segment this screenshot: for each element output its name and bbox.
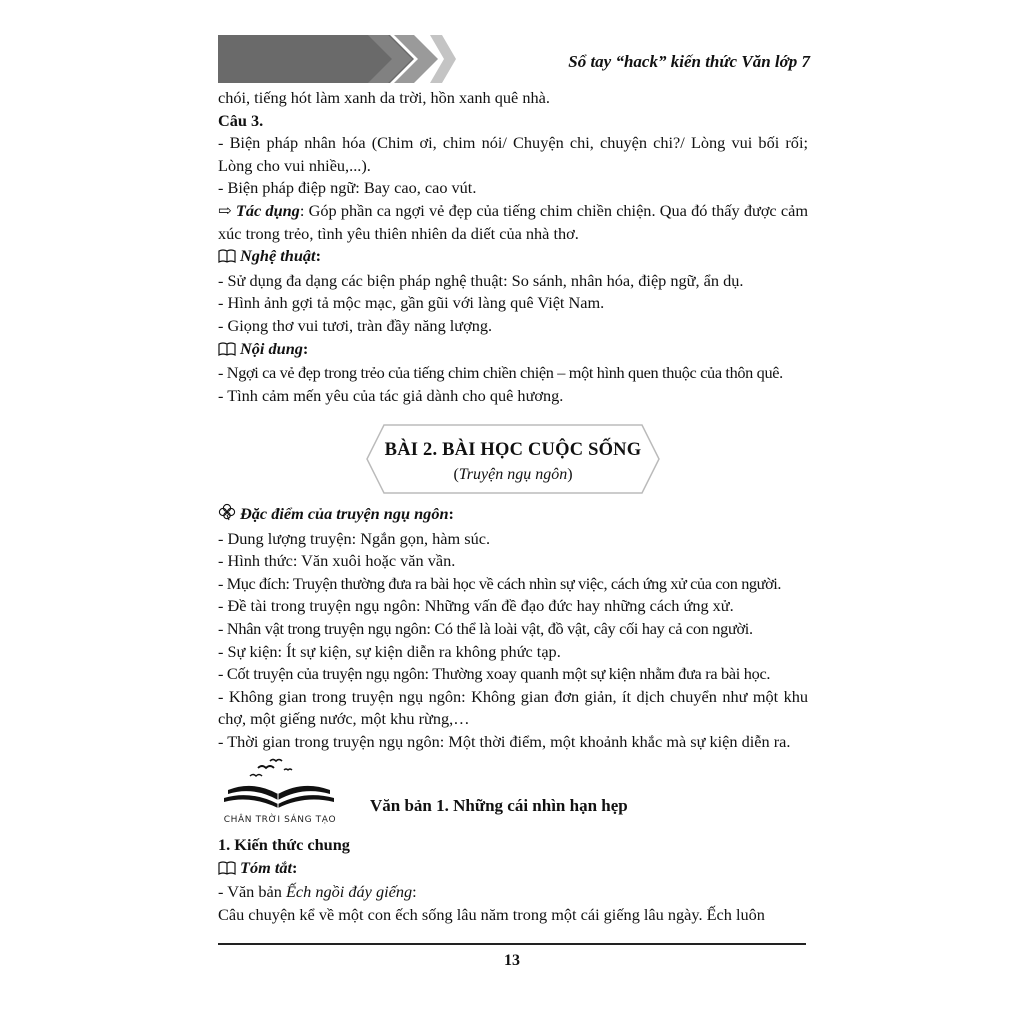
open-book-icon bbox=[218, 247, 236, 270]
bullet-repetition: - Biện pháp điệp ngữ: Bay cao, cao vút. bbox=[218, 178, 477, 198]
effect-label: Tác dụng bbox=[235, 200, 300, 220]
feature-item: - Mục đích: Truyện thường đưa ra bài học về cách nhìn sự việc, cách ứng xử của con người. bbox=[218, 573, 782, 593]
feature-item: - Thời gian trong truyện ngụ ngôn: Một thời điểm, một khoảnh khắc mà sự kiện diễn ra. bbox=[218, 731, 791, 751]
features-label: Đặc điểm của truyện ngụ ngôn bbox=[240, 504, 449, 523]
feature-item: - Dung lượng truyện: Ngắn gọn, hàm súc. bbox=[218, 528, 491, 548]
lesson-subtitle-text: Truyện ngụ ngôn bbox=[458, 466, 568, 483]
text-item-prefix: - Văn bản bbox=[218, 882, 286, 902]
feature-item: - Đề tài trong truyện ngụ ngôn: Những vấn đề đạo đức hay những cách ứng xử. bbox=[218, 596, 734, 616]
paren-close: ) bbox=[567, 466, 573, 483]
art-heading bbox=[218, 245, 808, 270]
effect-text: : Góp phần ca ngợi vẻ đẹp của tiếng chim chiền chiện. Qua đó thấy được cảm xúc trong trẻo, tình yêu thiên nhiên da diết của nhà thơ. bbox=[218, 200, 808, 243]
content-item: - Tình cảm mến yêu của tác giả dành cho quê hương. bbox=[218, 385, 564, 405]
feature-item: - Cốt truyện của truyện ngụ ngôn: Thường xoay quanh một sự kiện nhằm đưa ra bài học. bbox=[218, 664, 771, 684]
bullet-personification: - Biện pháp nhân hóa (Chim ơi, chim nói/ Chuyện chi, chuyện chi?/ Lòng vui bối rối; Lòng cho vui nhiều,...). bbox=[218, 133, 808, 175]
art-colon: : bbox=[315, 246, 321, 266]
page-number: 13 bbox=[504, 952, 520, 969]
content-item: - Ngợi ca vẻ đẹp trong trẻo của tiếng chim chiền chiện – một hình quen thuộc của thôn quê. bbox=[218, 363, 783, 383]
clover-icon bbox=[218, 503, 236, 528]
content-heading bbox=[218, 338, 808, 363]
summary-paragraph: Câu chuyện kể về một con ếch sống lâu năm trong một cái giếng lâu ngày. Ếch luôn bbox=[218, 904, 765, 924]
top-section bbox=[218, 87, 808, 407]
summary-colon: : bbox=[292, 857, 298, 877]
art-item: - Hình ảnh gợi tả mộc mạc, gần gũi với làng quê Việt Nam. bbox=[218, 293, 605, 313]
summary-heading bbox=[218, 857, 808, 882]
art-label: Nghệ thuật bbox=[240, 246, 316, 266]
arrow-icon: ⇨ bbox=[218, 200, 232, 220]
features-heading bbox=[218, 503, 808, 528]
summary-label: Tóm tắt bbox=[240, 857, 293, 877]
feature-item: - Không gian trong truyện ngụ ngôn: Không gian đơn giản, ít dịch chuyển như một khu chợ, một giếng nước, một khu rừng,… bbox=[218, 686, 808, 729]
effect-paragraph bbox=[218, 200, 808, 245]
text-item-suffix: : bbox=[412, 882, 417, 902]
open-book-icon bbox=[218, 340, 236, 363]
text-section bbox=[218, 834, 808, 926]
logo-text: CHÂN TRỜI SÁNG TẠO bbox=[223, 815, 337, 825]
publisher-logo bbox=[218, 758, 342, 830]
feature-item: - Nhân vật trong truyện ngụ ngôn: Có thể là loài vật, đồ vật, cây cối hay cả con người. bbox=[218, 618, 753, 638]
paren-open: ( bbox=[453, 466, 459, 483]
content-colon: : bbox=[302, 338, 309, 358]
question-3-heading: Câu 3. bbox=[218, 110, 264, 130]
continued-line: chói, tiếng hót làm xanh da trời, hồn xanh quê nhà. bbox=[218, 88, 550, 107]
header-title: Sổ tay “hack” kiến thức Văn lớp 7 bbox=[568, 52, 810, 71]
art-item: - Sử dụng đa dạng các biện pháp nghệ thuật: So sánh, nhân hóa, điệp ngữ, ẩn dụ. bbox=[218, 270, 744, 290]
feature-item: - Hình thức: Văn xuôi hoặc văn vần. bbox=[218, 551, 456, 571]
content-label: Nội dung bbox=[240, 338, 303, 358]
feature-item: - Sự kiện: Ít sự kiện, sự kiện diễn ra không phức tạp. bbox=[218, 641, 561, 661]
lesson-subtitle bbox=[366, 466, 660, 484]
lesson-title: BÀI 2. BÀI HỌC CUỘC SỐNG bbox=[384, 440, 642, 460]
book-birds-icon bbox=[218, 758, 342, 816]
text-item bbox=[218, 881, 808, 904]
features-colon: : bbox=[448, 504, 454, 523]
text-item-title: Ếch ngồi đáy giếng bbox=[285, 882, 413, 902]
general-knowledge-heading: 1. Kiến thức chung bbox=[218, 835, 350, 854]
header-banner bbox=[218, 35, 456, 83]
footer-divider bbox=[218, 943, 806, 945]
lesson-title-box bbox=[366, 424, 660, 494]
text-title: Văn bản 1. Những cái nhìn hạn hẹp bbox=[370, 796, 628, 815]
art-item: - Giọng thơ vui tươi, tràn đầy năng lượng. bbox=[218, 315, 493, 335]
open-book-icon bbox=[218, 859, 236, 882]
features-section bbox=[218, 503, 808, 754]
